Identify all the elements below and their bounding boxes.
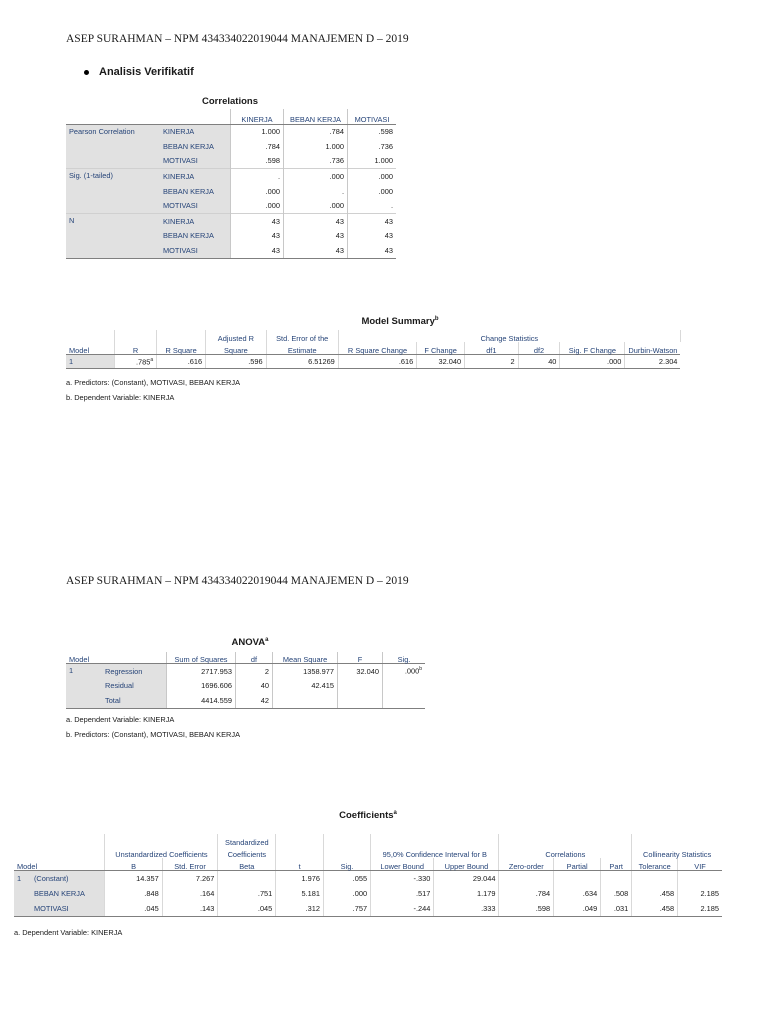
cell: .055 (323, 871, 370, 887)
row-label: MOTIVASI (160, 154, 231, 169)
col-header: R Square (157, 342, 206, 355)
row-label: BEBAN KERJA (160, 229, 231, 244)
model-summary-table (66, 330, 738, 369)
row-label: Regression (102, 664, 167, 679)
anova-table (66, 652, 425, 709)
row-label: KINERJA (160, 169, 231, 184)
cell: 43 (348, 229, 397, 244)
col-header: R Square Change (338, 342, 416, 355)
cell: 32.040 (417, 355, 465, 369)
cell: .596 (206, 355, 267, 369)
row-group-label: 1 (14, 871, 31, 887)
col-header: t (276, 858, 324, 871)
cell: .000 (284, 199, 348, 214)
correlations-table (66, 109, 396, 259)
cell: .458 (632, 886, 678, 901)
row-label: MOTIVASI (160, 243, 231, 258)
cell: 1.000 (231, 124, 284, 139)
row-label: MOTIVASI (31, 901, 105, 917)
cell: 1696.606 (167, 679, 236, 694)
col-group-header: Correlations (499, 846, 632, 858)
cell: .598 (231, 154, 284, 169)
correlations-title: Correlations (202, 96, 258, 107)
col-header: Std. Error (162, 858, 218, 871)
col-header: Beta (218, 858, 276, 871)
document-header: ASEP SURAHMAN – NPM 434334022019044 MANAJEMEN D – 2019 (66, 33, 409, 45)
cell (601, 871, 632, 887)
cell (338, 679, 383, 694)
cell: 2 (236, 664, 273, 679)
cell: .458 (632, 901, 678, 917)
col-group-header: 95,0% Confidence Interval for B (371, 846, 499, 858)
cell: 1.976 (276, 871, 324, 887)
section-heading: Analisis Verifikatif (84, 66, 194, 78)
col-header: df2 (518, 342, 560, 355)
cell: .736 (284, 154, 348, 169)
col-header: F (338, 652, 383, 664)
row-label: BEBAN KERJA (160, 139, 231, 154)
row-label: BEBAN KERJA (160, 184, 231, 199)
cell (383, 693, 426, 708)
cell: .784 (499, 886, 554, 901)
row-group-label (14, 901, 31, 917)
col-header: KINERJA (231, 109, 284, 124)
col-header: Sig. (323, 858, 370, 871)
cell (499, 871, 554, 887)
cell: 4414.559 (167, 693, 236, 708)
cell: .616 (157, 355, 206, 369)
col-header: Upper Bound (434, 858, 499, 871)
cell: .000 (231, 184, 284, 199)
col-header: B (105, 858, 162, 871)
row-label: 1 (66, 355, 114, 369)
row-label: BEBAN KERJA (31, 886, 105, 901)
col-header: df1 (465, 342, 519, 355)
cell: -.244 (371, 901, 434, 917)
col-header: Square (206, 342, 267, 355)
col-group-header: Unstandardized Coefficients (105, 846, 218, 858)
col-header: BEBAN KERJA (284, 109, 348, 124)
cell: .598 (348, 124, 397, 139)
coefficients-title: Coefficients$^a$ (339, 810, 397, 822)
col-header: Model (66, 342, 114, 355)
col-header: Coefficients (218, 846, 276, 858)
cell: 40 (518, 355, 560, 369)
cell: 29.044 (434, 871, 499, 887)
coefficients-table (14, 834, 722, 917)
row-label: KINERJA (160, 124, 231, 139)
col-header: Durbin-Watson (625, 342, 681, 355)
bullet-icon (84, 70, 89, 75)
col-header: R (114, 342, 156, 355)
cell: .045 (105, 901, 162, 917)
cell: .045 (218, 901, 276, 917)
cell: 1.179 (434, 886, 499, 901)
cell: .508 (601, 886, 632, 901)
anova-title: ANOVA$^a$ (231, 637, 269, 649)
cell (383, 679, 426, 694)
model-summary-title: Model Summary$^b$ (361, 316, 439, 328)
cell: 2.185 (678, 901, 722, 917)
cell: . (284, 184, 348, 199)
col-header: Sig. F Change (560, 342, 625, 355)
cell: 2.304 (625, 355, 681, 369)
cell: .848 (105, 886, 162, 901)
row-label: (Constant) (31, 871, 105, 887)
cell: .000 (348, 184, 397, 199)
row-group-label: N (66, 214, 160, 259)
col-header: Lower Bound (371, 858, 434, 871)
col-header: Sig. (383, 652, 426, 664)
col-header: F Change (417, 342, 465, 355)
cell: 43 (284, 243, 348, 258)
cell: 43 (231, 243, 284, 258)
cell: 2717.953 (167, 664, 236, 679)
cell: .000 (348, 169, 397, 184)
col-header: df (236, 652, 273, 664)
cell (632, 871, 678, 887)
cell: 43 (284, 214, 348, 229)
cell: 43 (231, 229, 284, 244)
row-label: Total (102, 693, 167, 708)
col-header: Std. Error of the (266, 330, 338, 342)
cell: 1.000 (348, 154, 397, 169)
table-note: b. Dependent Variable: KINERJA (66, 393, 175, 402)
col-header: Adjusted R (206, 330, 267, 342)
col-header: Sum of Squares (167, 652, 236, 664)
col-group-header: Collinearity Statistics (632, 846, 722, 858)
col-header: Model (66, 652, 102, 664)
row-label: MOTIVASI (160, 199, 231, 214)
cell: .312 (276, 901, 324, 917)
col-header: VIF (678, 858, 722, 871)
cell: .031 (601, 901, 632, 917)
row-label: Residual (102, 679, 167, 694)
cell: 14.357 (105, 871, 162, 887)
cell: .143 (162, 901, 218, 917)
cell: .000 (323, 886, 370, 901)
cell: .616 (338, 355, 416, 369)
cell: .049 (554, 901, 601, 917)
cell: 43 (348, 243, 397, 258)
cell: .784 (231, 139, 284, 154)
cell: 32.040 (338, 664, 383, 679)
col-header: Tolerance (632, 858, 678, 871)
col-header: Zero-order (499, 858, 554, 871)
cell: .757 (323, 901, 370, 917)
cell: .784 (284, 124, 348, 139)
cell: 2 (465, 355, 519, 369)
col-header: Partial (554, 858, 601, 871)
table-note: a. Predictors: (Constant), MOTIVASI, BEBAN KERJA (66, 378, 241, 387)
cell: 40 (236, 679, 273, 694)
cell: 2.185 (678, 886, 722, 901)
col-header: MOTIVASI (348, 109, 397, 124)
cell: .634 (554, 886, 601, 901)
cell: 1358.977 (273, 664, 338, 679)
col-header: Model (14, 858, 105, 871)
cell: -.330 (371, 871, 434, 887)
cell (554, 871, 601, 887)
cell: .517 (371, 886, 434, 901)
table-note: a. Dependent Variable: KINERJA (14, 928, 123, 937)
col-header: Mean Square (273, 652, 338, 664)
col-header: Part (601, 858, 632, 871)
cell: .736 (348, 139, 397, 154)
col-group-header: Change Statistics (338, 330, 680, 342)
cell: .785$^a$ (114, 355, 156, 369)
cell: .164 (162, 886, 218, 901)
cell: 43 (348, 214, 397, 229)
row-group-label: Pearson Correlation (66, 124, 160, 169)
cell: .751 (218, 886, 276, 901)
cell: 43 (284, 229, 348, 244)
cell (218, 871, 276, 887)
cell: 43 (231, 214, 284, 229)
row-group-label: Sig. (1-tailed) (66, 169, 160, 214)
table-note: b. Predictors: (Constant), MOTIVASI, BEBAN KERJA (66, 730, 241, 739)
cell: .598 (499, 901, 554, 917)
cell: .000 (231, 199, 284, 214)
cell: .000$^b$ (383, 664, 426, 679)
cell: 5.181 (276, 886, 324, 901)
row-group-label: 1 (66, 664, 102, 709)
cell: 42.415 (273, 679, 338, 694)
document-header: ASEP SURAHMAN – NPM 434334022019044 MANAJEMEN D – 2019 (66, 575, 409, 587)
col-header: Estimate (266, 342, 338, 355)
cell: . (348, 199, 397, 214)
cell (273, 693, 338, 708)
cell: .333 (434, 901, 499, 917)
cell: 1.000 (284, 139, 348, 154)
cell: 42 (236, 693, 273, 708)
row-label: KINERJA (160, 214, 231, 229)
cell: . (231, 169, 284, 184)
cell: 6.51269 (266, 355, 338, 369)
cell: 7.267 (162, 871, 218, 887)
row-group-label (14, 886, 31, 901)
cell (678, 871, 722, 887)
col-header: Standardized (218, 834, 276, 846)
cell: .000 (284, 169, 348, 184)
table-note: a. Dependent Variable: KINERJA (66, 715, 175, 724)
cell (338, 693, 383, 708)
cell: .000 (560, 355, 625, 369)
